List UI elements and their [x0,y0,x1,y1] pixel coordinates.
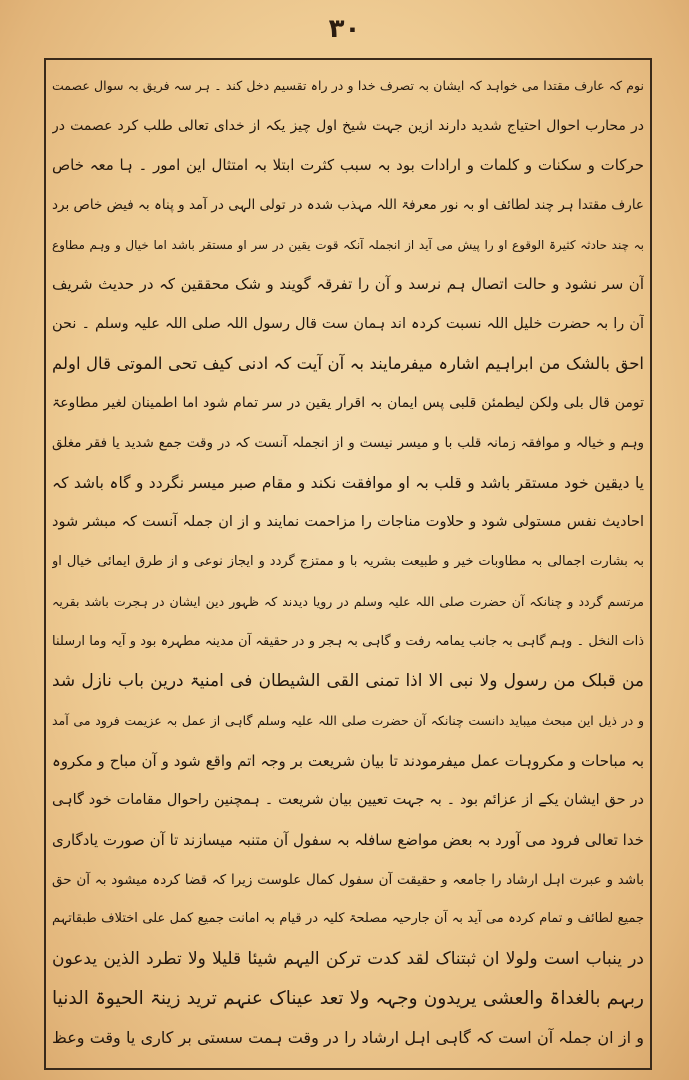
text-line: تومن قال بلی ولکن لیطمئن قلبی پس ایمان بہ اقرار یقین در سر تمام شود اما اطمینان لغیر مطاوعۃ [52,395,644,412]
text-line: آن سر نشود و حالت اتصال ہم نرسد و آن را تفرقہ گویند و شک محققین کہ در حدیث شریف [52,275,644,294]
text-line: نوم کہ عارف مقتدا می خواہد کہ ایشان بہ تصرف خدا و در راہ تقسیم دخل کند ۔ ہر سہ فریق بہ سوال عصمت [52,78,644,93]
text-frame [44,58,652,1070]
text-line: حرکات و سکنات و کلمات و ارادات بود بہ سبب کثرت ابتلا بہ امتثال این امور ۔ ہا معہ خاص [52,156,644,175]
text-line: احق بالشک من ابراہیم اشارہ میفرمایند بہ آن آیت کہ ادنی کیف تحی الموتی قال اولم [52,353,644,373]
text-line: و در ذیل این مبحث میباید دانست چنانکہ آن حضرت صلی اللہ علیہ وسلم گاہی از عمل بہ عزیمت فرود می آمد [52,712,644,728]
text-line: در محارب احوال احتیاج شدید دارند ازین جہت شیخ اول چیز یکہ از خدای تعالی طلب کرد عصمت در [52,117,644,134]
text-line: در حق ایشان یکے از عزائم بود ۔ بہ جہت تعیین بیان شریعت ۔ ہمچنین راحوال مقامات خود گاہی [52,792,644,809]
text-line: خدا تعالی فرود می آورد بہ بعض مواضع سافلہ بہ سفول آن متنبہ میسازند تا آن صورت یادگاری [52,830,644,849]
text-line: وہم و خیالہ و موافقہ زمانہ قلب با و میسر نیست و از انجملہ آنست کہ در وقت جمع شدید یا فقر مغلق [52,435,644,452]
text-line: بہ چند حادثہ کثیرۃ الوقوع او را پیش می آید از انجملہ آنکہ قوت یقین در سر او مستقر باشد اما خیال و وہم مطاوع [52,237,644,252]
text-line: مرتسم گردد و چنانکہ آن حضرت صلی اللہ علیہ وسلم در رویا دیدند کہ ظہور دین ایشان در ہجرت باشد بقریہ [52,593,644,609]
page-number: ۳۰ [328,14,361,44]
text-line: من قبلک من رسول ولا نبی الا اذا تمنی القی الشیطان فی امنیۃ درین باب نازل شد [52,671,644,692]
text-line: ربہم بالغداۃ والعشی یریدون وجہہ ولا تعد عیناک عنہم ترید زینۃ الحیوۃ الدنیا [52,987,644,1009]
text-line: ذات النخل ۔ وہم گاہی بہ جانب یمامہ رفت و گاہی بہ ہجر و در حقیقہ آن مدینہ مطہرہ بود و آیہ وما ارسلنا [52,633,644,649]
text-line: آن را بہ حضرت خلیل اللہ نسبت کردہ اند ہمان ست قال رسول اللہ صلی اللہ علیہ وسلم ۔ نحن [52,316,644,333]
text-line: عارف مقتدا ہر چند لطائف او بہ نور معرفۃ اللہ مہذب شدہ در تولی الہی در آمد و پناہ بہ فیض خاص برد [52,197,644,214]
text-line: جمیع لطائف و تمام کردہ می آید بہ آن جارحیہ مصلحۃ کلیہ در قیام بہ امانت جمیع کمل علی اختلاف طبقاتہم [52,911,644,927]
text-line: یا دیقین خود مستقر باشد و قلب بہ او موافقت نکند و مقام صبر میسر نگردد و گاہ باشد کہ [52,473,644,492]
text-line: بہ بشارت اجمالی بہ مطاوبات خیر و طبیعت بشریہ با و ممتزج گردد و ایجاز نوعی و از طرق ایمائی خیال او [52,554,644,570]
text-line: باشد و عبرت اہل ارشاد را جامعہ و حقیقت آن سفول کمال علوست زیرا کہ قضا کردہ میشود بہ آن حق [52,871,644,888]
text-lines [46,60,650,1068]
text-line: بہ مباحات و مکروہات عمل میفرمودند تا بیان شریعت بر وجہ اتم واقع شود و آن مباح و مکروہ [52,751,644,770]
text-line: و از ان جملہ آن است کہ گاہی اہل ارشاد را در وقت ہمت سستی بر کاری یا وقت وعظ [52,1028,644,1048]
text-line: در ینباب است ولولا ان ثبتناک لقد کدت ترکن الیہم شیئا قلیلا ولا تطرد الذین یدعون [52,948,644,969]
text-line: احادیث نفس مستولی شود و حلاوت مناجات را مزاحمت نمایند و از ان جملہ آنست کہ مبشر شود [52,514,644,531]
